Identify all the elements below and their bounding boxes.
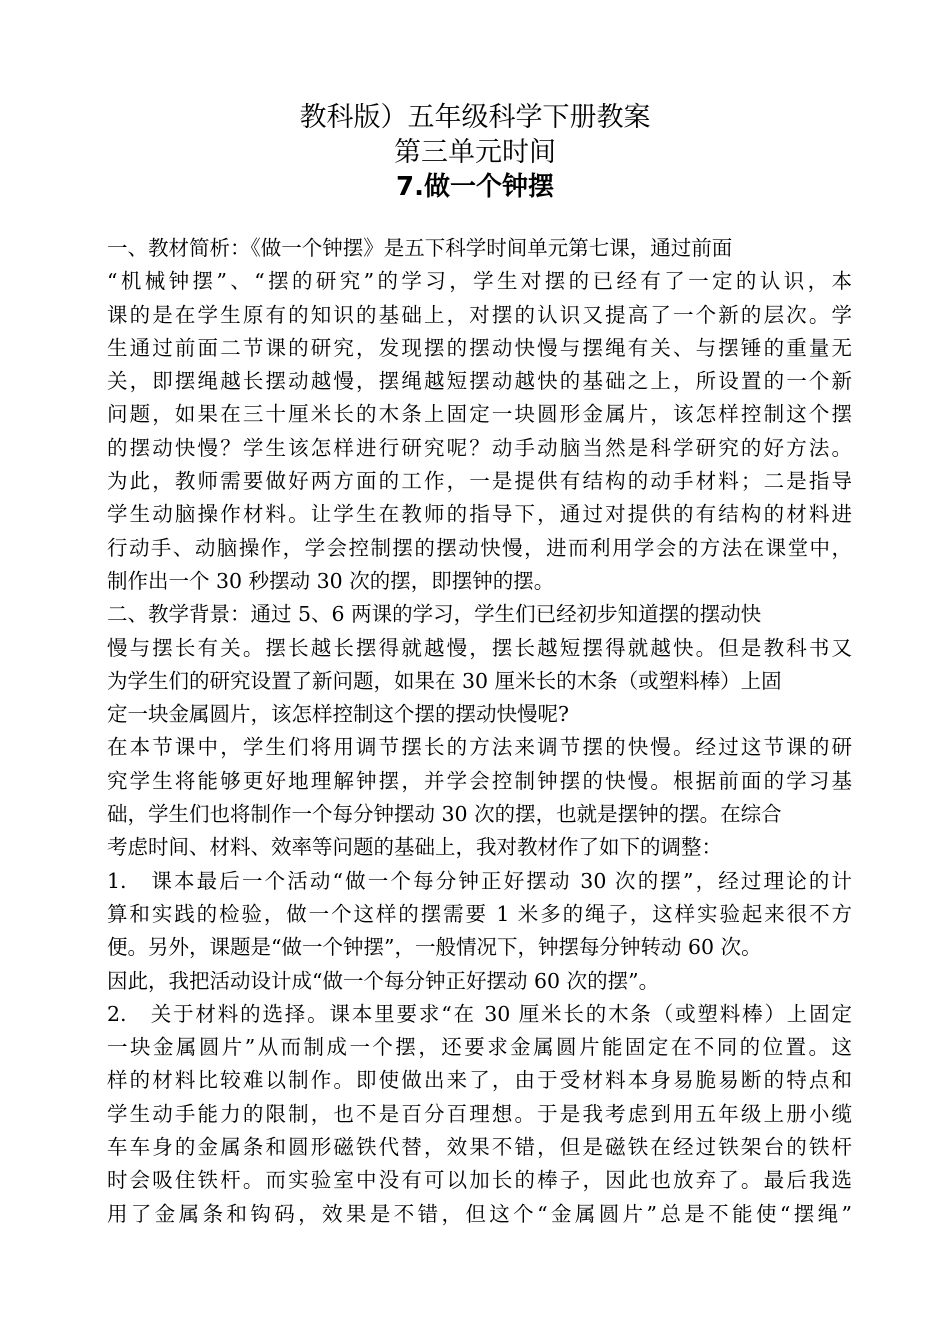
body-line: 为此，教师需要做好两方面的工作，一是提供有结构的动手材料；二是指导 [107,469,852,494]
body-line: 二、教学背景：通过 5、6 两课的学习，学生们已经初步知道摆的摆动快 [107,602,762,627]
body-line: 样的材料比较难以制作。即使做出来了，由于受材料本身易脆易断的特点和 [107,1068,852,1093]
body-line: 础，学生们也将制作一个每分钟摆动 30 次的摆，也就是摆钟的摆。在综合 [107,802,782,827]
body-line: 一、教材简析：《做一个钟摆》是五下科学时间单元第七课，通过前面 [107,236,733,260]
unit-title: 第三单元时间 [394,137,556,168]
body-line: 为学生们的研究设置了新问题，如果在 30 厘米长的木条（或塑料棒）上固 [107,668,782,693]
document-body [107,232,852,1231]
lesson-title: 7.做一个钟摆 [396,172,554,202]
body-line: 2. 关于材料的选择。课本里要求“在 30 厘米长的木条（或塑料棒）上固定 [107,1001,852,1026]
body-line: 慢与摆长有关。摆长越长摆得就越慢，摆长越短摆得就越快。但是教科书又 [107,635,852,660]
body-line: 学生动手能力的限制，也不是百分百理想。于是我考虑到用五年级上册小缆 [107,1101,852,1126]
body-line: 1. 课本最后一个活动“做一个每分钟正好摆动 30 次的摆”，经过理论的计 [107,868,852,893]
body-line: 究学生将能够更好地理解钟摆，并学会控制钟摆的快慢。根据前面的学习基 [107,768,852,793]
title-block [0,100,950,205]
body-line: 车车身的金属条和圆形磁铁代替，效果不错，但是磁铁在经过铁架台的铁杆 [107,1135,852,1160]
body-line: 因此，我把活动设计成“做一个每分钟正好摆动 60 次的摆”。 [107,968,660,993]
body-line: “机械钟摆”、“摆的研究”的学习，学生对摆的已经有了一定的认识，本 [107,269,852,294]
body-line: 一块金属圆片”从而制成一个摆，还要求金属圆片能固定在不同的位置。这 [107,1035,852,1060]
body-line: 算和实践的检验，做一个这样的摆需要 1 米多的绳子，这样实验起来很不方 [107,901,852,926]
body-line: 学生动脑操作材料。让学生在教师的指导下，通过对提供的有结构的材料进 [107,502,852,527]
body-line: 便。另外，课题是“做一个钟摆”，一般情况下，钟摆每分钟转动 60 次。 [107,935,762,960]
body-line: 在本节课中，学生们将用调节摆长的方法来调节摆的快慢。经过这节课的研 [107,735,852,760]
body-line: 的摆动快慢？学生该怎样进行研究呢？动手动脑当然是科学研究的好方法。 [107,435,852,460]
body-line: 制作出一个 30 秒摆动 30 次的摆，即摆钟的摆。 [107,568,555,593]
body-line: 行动手、动脑操作，学会控制摆的摆动快慢，进而利用学会的方法在课堂中， [107,535,852,560]
body-line: 问题，如果在三十厘米长的木条上固定一块圆形金属片，该怎样控制这个摆 [107,402,852,427]
body-line: 生通过前面二节课的研究，发现摆的摆动快慢与摆绳有关、与摆锤的重量无 [107,335,852,360]
body-line: 定一块金属圆片，该怎样控制这个摆的摆动快慢呢? [107,702,569,727]
body-line: 用了金属条和钩码，效果是不错，但这个“金属圆片”总是不能使“摆绳” [107,1201,852,1226]
body-line: 时会吸住铁杆。而实验室中没有可以加长的棒子，因此也放弃了。最后我选 [107,1168,852,1193]
body-line: 考虑时间、材料、效率等问题的基础上，我对教材作了如下的调整： [107,835,722,860]
document-title: 教科版）五年级科学下册教案 [299,102,651,133]
body-line: 课的是在学生原有的知识的基础上，对摆的认识又提高了一个新的层次。学 [107,302,852,327]
body-line: 关，即摆绳越长摆动越慢，摆绳越短摆动越快的基础之上，所设置的一个新 [107,369,852,394]
